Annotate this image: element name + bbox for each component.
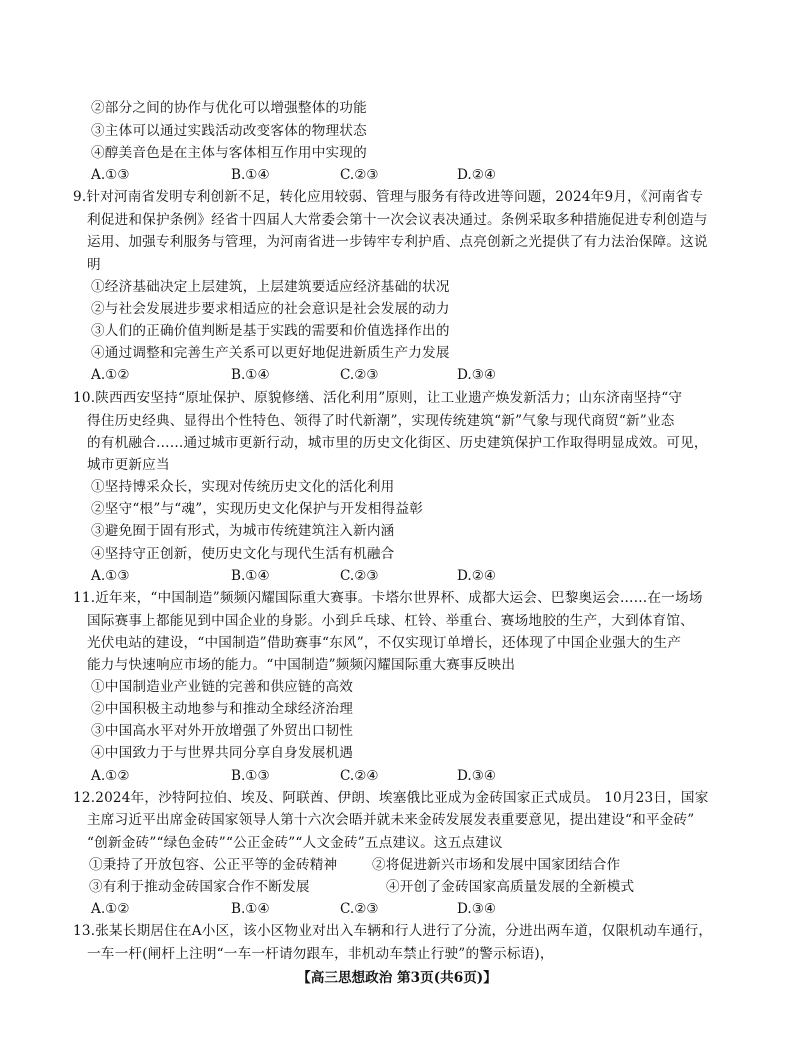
q11-stem-line: 国际赛事上都能见到中国企业的身影。小到乒乓球、杠铃、举重台、赛场地胶的生产，大到体育馆、 — [87, 613, 694, 629]
q11-item-2: ②中国积极主动地参与和推动全球经济治理 — [91, 701, 354, 717]
q9-item-1: ①经济基础决定上层建筑，上层建筑要适应经济基础的状况 — [91, 279, 450, 295]
q13-stem-line: 一车一杆(闸杆上注明“一车一杆请勿跟车，非机动车禁止行驶”的警示标语)， — [87, 946, 554, 962]
q13-stem-line: 13.张某长期居住在A小区，该小区物业对出入车辆和行人进行了分流，分进出两车道，仅限机动车通行， — [73, 923, 713, 939]
q9-stem-line: 运用、加强专利服务与管理，为河南省进一步铸牢专利护盾、点亮创新之光提供了有力法治保障。这说 — [87, 234, 708, 250]
q11-option-a: A.①② — [91, 768, 130, 784]
q10-option-b: B.①④ — [231, 568, 270, 584]
q10-option-c: C.②③ — [340, 568, 379, 584]
q9-item-2: ②与社会发展进步要求相适应的社会意识是社会发展的动力 — [91, 301, 450, 317]
q10-option-d: D.②④ — [457, 568, 497, 584]
q9-option-d: D.③④ — [457, 367, 497, 383]
q10-item-2: ②坚守“根”与“魂”，实现历史文化保护与开发相得益彰 — [91, 501, 424, 517]
q9-stem-line: 9.针对河南省发明专利创新不足，转化应用较弱、管理与服务有待改进等问题，2024年9月，《河南省专 — [73, 189, 704, 205]
q10-stem-line: 城市更新应当 — [87, 457, 170, 473]
q12-option-d: D.③④ — [457, 901, 497, 917]
q9-stem-line: 利促进和保护条例》经省十四届人大常委会第十一次会议表决通过。条例采取多种措施促进专利创造与 — [87, 212, 708, 228]
q9-option-b: B.①④ — [231, 367, 270, 383]
q8-item-2: ②部分之间的协作与优化可以增强整体的功能 — [91, 100, 367, 116]
q11-stem-line: 能力与快速响应市场的能力。“中国制造”频频闪耀国际重大赛事反映出 — [87, 657, 516, 673]
q11-option-b: B.①③ — [231, 768, 270, 784]
q12-item-2: ②将促进新兴市场和发展中国家团结合作 — [372, 857, 621, 873]
q9-option-c: C.②③ — [340, 367, 379, 383]
q12-item-1: ①秉持了开放包容、公正平等的金砖精神 — [89, 857, 338, 873]
q12-item-3: ③有利于推动金砖国家合作不断发展 — [89, 879, 310, 895]
q12-option-c: C.②③ — [340, 901, 379, 917]
q11-item-1: ①中国制造业产业链的完善和供应链的高效 — [91, 679, 354, 695]
q8-option-c: C.②③ — [340, 167, 379, 183]
q11-item-4: ④中国致力于与世界共同分享自身发展机遇 — [91, 745, 354, 761]
q12-stem-line: 主席习近平出席金砖国家领导人第十六次会晤并就未来金砖发展发表重要意见，提出建设“和平金砖” — [87, 812, 695, 828]
q12-option-a: A.①② — [91, 901, 130, 917]
q8-option-a: A.①③ — [91, 167, 130, 183]
page-footer: 【高三思想政治 第3页(共6页)】 — [297, 970, 497, 986]
q12-stem-line: “创新金砖”“绿色金砖”“公正金砖”“人文金砖”五点建议。这五点建议 — [87, 835, 503, 851]
q9-stem-line: 明 — [87, 257, 101, 273]
q10-option-a: A.①③ — [91, 568, 130, 584]
q10-stem-line: 的有机融合……通过城市更新行动，城市里的历史文化街区、历史建筑保护工作取得明显成效。可见， — [87, 435, 708, 451]
q10-item-1: ①坚持博采众长，实现对传统历史文化的活化利用 — [91, 479, 395, 495]
q11-option-c: C.②④ — [340, 768, 379, 784]
q12-item-4: ④开创了金砖国家高质量发展的全新模式 — [386, 879, 635, 895]
q10-stem-line: 10.陕西西安坚持“原址保护、原貌修缮、活化利用”原则，让工业遗产焕发新活力；山东济南坚持“守 — [73, 390, 683, 406]
q12-option-b: B.①④ — [231, 901, 270, 917]
q11-option-d: D.③④ — [457, 768, 497, 784]
q12-stem-line: 12.2024年，沙特阿拉伯、埃及、阿联酋、伊朗、埃塞俄比亚成为金砖国家正式成员。 10月23日，国家 — [73, 790, 709, 806]
q10-item-4: ④坚持守正创新，使历史文化与现代生活有机融合 — [91, 546, 395, 562]
q8-item-3: ③主体可以通过实践活动改变客体的物理状态 — [91, 123, 367, 139]
q8-item-4: ④醇美音色是在主体与客体相互作用中实现的 — [91, 145, 367, 161]
q9-item-4: ④通过调整和完善生产关系可以更好地促进新质生产力发展 — [91, 345, 450, 361]
q9-item-3: ③人们的正确价值判断是基于实践的需要和价值选择作出的 — [91, 323, 450, 339]
q10-item-3: ③避免囿于固有形式，为城市传统建筑注入新内涵 — [91, 523, 395, 539]
q11-stem-line: 光伏电站的建设，“中国制造”借助赛事“东风”，不仅实现订单增长，还体现了中国企业强大的生产 — [87, 635, 682, 651]
q11-item-3: ③中国高水平对外开放增强了外贸出口韧性 — [91, 723, 354, 739]
q9-option-a: A.①② — [91, 367, 130, 383]
q8-option-d: D.②④ — [457, 167, 497, 183]
q10-stem-line: 得住历史经典、显得出个性特色、领得了时代新潮”，实现传统建筑“新”气象与现代商贸“新”业态 — [87, 413, 675, 429]
q11-stem-line: 11.近年来，“中国制造”频频闪耀国际重大赛事。卡塔尔世界杯、成都大运会、巴黎奥运会……在一场场 — [73, 590, 703, 606]
q8-option-b: B.①④ — [231, 167, 270, 183]
